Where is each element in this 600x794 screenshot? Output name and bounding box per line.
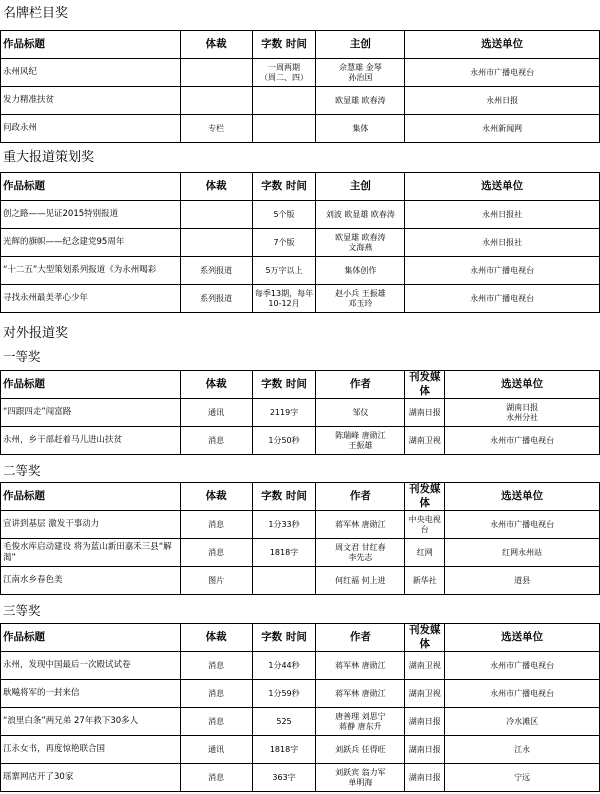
column-header: 字数 时间 bbox=[252, 483, 316, 511]
subsection-title-first-prize: 一等奖 bbox=[3, 349, 41, 364]
column-header: 作品标题 bbox=[1, 31, 181, 59]
table-cell: 1分33秒 bbox=[252, 511, 316, 539]
table-header-row bbox=[1, 173, 600, 201]
section-title-external-report: 对外报道奖 bbox=[3, 326, 69, 341]
subsection-title-third-prize: 三等奖 bbox=[3, 603, 41, 618]
work-title-cell: 宣讲到基层 激发干事动力 bbox=[1, 511, 181, 539]
table-cell bbox=[252, 115, 316, 143]
table-cell: 永州日报 bbox=[405, 87, 600, 115]
table-cell: 永州市广播电视台 bbox=[445, 511, 600, 539]
table-cell: 每季13期，每年 10-12月 bbox=[252, 285, 316, 313]
table-row bbox=[1, 708, 600, 736]
table-cell: 陈瑞峰 唐勋江 王振雄 bbox=[316, 427, 405, 455]
table-cell bbox=[180, 201, 252, 229]
table-row bbox=[1, 399, 600, 427]
column-header: 选送单位 bbox=[445, 624, 600, 652]
work-title-cell: 毛俊水库启动建设 将为蓝山新田嘉禾三县“解渴” bbox=[1, 539, 181, 567]
work-title-cell: 创之路——见证2015特别报道 bbox=[1, 201, 181, 229]
column-header: 选送单位 bbox=[445, 483, 600, 511]
work-title-cell: “浪里白条”两兄弟 27年救下30多人 bbox=[1, 708, 181, 736]
table-cell: 佘慧雄 金琴 孙治国 bbox=[316, 59, 405, 87]
table-row bbox=[1, 567, 600, 595]
column-header: 主创 bbox=[316, 31, 405, 59]
table-cell: 消息 bbox=[180, 427, 252, 455]
table-cell: 宁远 bbox=[445, 764, 600, 792]
table-cell: 蒋军林 唐勋江 bbox=[316, 511, 405, 539]
table-cell: 1分59秒 bbox=[252, 680, 316, 708]
table-row bbox=[1, 59, 600, 87]
column-header: 作品标题 bbox=[1, 371, 181, 399]
table-row bbox=[1, 764, 600, 792]
column-header: 选送单位 bbox=[445, 371, 600, 399]
column-header: 字数 时间 bbox=[252, 31, 316, 59]
section-title-major-report-planning: 重大报道策划奖 bbox=[3, 150, 95, 165]
table-cell: 消息 bbox=[180, 511, 252, 539]
table-cell: 永州市广播电视台 bbox=[445, 680, 600, 708]
table-cell: 永州市广播电视台 bbox=[405, 59, 600, 87]
table-cell: 1818字 bbox=[252, 736, 316, 764]
table-cell bbox=[180, 59, 252, 87]
table-cell: 欧显雄 欧春涛 文海燕 bbox=[316, 229, 405, 257]
work-title-cell: 瑶寨网店开了30家 bbox=[1, 764, 181, 792]
table-cell: 湖南卫视 bbox=[405, 652, 445, 680]
table-cell: 1分50秒 bbox=[252, 427, 316, 455]
column-header: 作品标题 bbox=[1, 173, 181, 201]
table-cell: 新华社 bbox=[405, 567, 445, 595]
table-header-row bbox=[1, 483, 600, 511]
work-title-cell: 发力精准扶贫 bbox=[1, 87, 181, 115]
work-title-cell: “四跟四走”闯富路 bbox=[1, 399, 181, 427]
work-title-cell: 江南水乡春色美 bbox=[1, 567, 181, 595]
table-cell: 刘跃宾 翁力军 单明海 bbox=[316, 764, 405, 792]
table-cell: 一周两期 （周二、四） bbox=[252, 59, 316, 87]
column-header: 作者 bbox=[316, 483, 405, 511]
table-cell: 363字 bbox=[252, 764, 316, 792]
table-cell: 消息 bbox=[180, 708, 252, 736]
table-cell: 集体创作 bbox=[316, 257, 405, 285]
table-cell: 图片 bbox=[180, 567, 252, 595]
work-title-cell: 永州，发现中国最后一次殿试试卷 bbox=[1, 652, 181, 680]
work-title-cell: 问政永州 bbox=[1, 115, 181, 143]
table-cell: 永州新闻网 bbox=[405, 115, 600, 143]
table-cell: 刘跃兵 任得旺 bbox=[316, 736, 405, 764]
column-header: 作品标题 bbox=[1, 483, 181, 511]
table-cell: 5个版 bbox=[252, 201, 316, 229]
column-header: 体裁 bbox=[180, 31, 252, 59]
work-title-cell: 耿飚将军的一封来信 bbox=[1, 680, 181, 708]
table-row bbox=[1, 257, 600, 285]
table-cell: 邹仪 bbox=[316, 399, 405, 427]
work-title-cell: 光辉的旗帜——纪念建党95周年 bbox=[1, 229, 181, 257]
table-cell: 1分44秒 bbox=[252, 652, 316, 680]
work-title-cell: 永州风纪 bbox=[1, 59, 181, 87]
table-cell: 消息 bbox=[180, 764, 252, 792]
table-cell: 永州市广播电视台 bbox=[405, 257, 600, 285]
table-cell: 系列报道 bbox=[180, 285, 252, 313]
table-cell: 湖南日报 bbox=[405, 399, 445, 427]
table-header-row bbox=[1, 624, 600, 652]
table-row bbox=[1, 511, 600, 539]
table-cell bbox=[180, 229, 252, 257]
column-header: 体裁 bbox=[180, 371, 252, 399]
table-cell: 专栏 bbox=[180, 115, 252, 143]
column-header: 字数 时间 bbox=[252, 173, 316, 201]
table-cell: 赵小兵 王振雄 邓玉玲 bbox=[316, 285, 405, 313]
table-major-report-planning bbox=[0, 172, 600, 313]
work-title-cell: 江永女书，再度惊艳联合国 bbox=[1, 736, 181, 764]
column-header: 字数 时间 bbox=[252, 371, 316, 399]
column-header: 作者 bbox=[316, 624, 405, 652]
table-cell: 唐善理 刘思宁 蒋静 唐东升 bbox=[316, 708, 405, 736]
table-cell: 永州市广播电视台 bbox=[445, 652, 600, 680]
table-cell: 红网永州站 bbox=[445, 539, 600, 567]
table-cell: 永州市广播电视台 bbox=[405, 285, 600, 313]
work-title-cell: 寻找永州最美孝心少年 bbox=[1, 285, 181, 313]
table-row bbox=[1, 115, 600, 143]
table-cell: 系列报道 bbox=[180, 257, 252, 285]
section-title-famous-column: 名牌栏目奖 bbox=[3, 6, 69, 21]
table-first-prize bbox=[0, 370, 600, 455]
table-cell: 蒋军林 唐勋江 bbox=[316, 680, 405, 708]
table-cell: 湖南卫视 bbox=[405, 680, 445, 708]
column-header: 刊发媒 体 bbox=[405, 624, 445, 652]
table-cell: 刘波 欧显雄 欧春涛 bbox=[316, 201, 405, 229]
column-header: 刊发媒 体 bbox=[405, 371, 445, 399]
table-row bbox=[1, 229, 600, 257]
column-header: 体裁 bbox=[180, 483, 252, 511]
table-cell: 永州日报社 bbox=[405, 229, 600, 257]
table-row bbox=[1, 652, 600, 680]
table-cell: 湖南日报 永州分社 bbox=[445, 399, 600, 427]
table-third-prize bbox=[0, 623, 600, 792]
table-row bbox=[1, 427, 600, 455]
table-cell: 道县 bbox=[445, 567, 600, 595]
table-second-prize bbox=[0, 482, 600, 595]
table-cell: 通讯 bbox=[180, 399, 252, 427]
column-header: 体裁 bbox=[180, 173, 252, 201]
table-cell: 525 bbox=[252, 708, 316, 736]
table-cell: 何红福 何上进 bbox=[316, 567, 405, 595]
table-cell: 通讯 bbox=[180, 736, 252, 764]
table-row bbox=[1, 539, 600, 567]
table-cell: 湖南日报 bbox=[405, 736, 445, 764]
table-famous-column bbox=[0, 30, 600, 143]
table-cell: 湖南卫视 bbox=[405, 427, 445, 455]
column-header: 体裁 bbox=[180, 624, 252, 652]
table-cell: 冷水滩区 bbox=[445, 708, 600, 736]
table-cell bbox=[252, 87, 316, 115]
column-header: 作者 bbox=[316, 371, 405, 399]
table-cell: 消息 bbox=[180, 539, 252, 567]
work-title-cell: 永州，乡干部赶着马儿进山扶贫 bbox=[1, 427, 181, 455]
table-cell: 消息 bbox=[180, 652, 252, 680]
column-header: 刊发媒 体 bbox=[405, 483, 445, 511]
table-cell: 永州市广播电视台 bbox=[445, 427, 600, 455]
table-cell: 7个版 bbox=[252, 229, 316, 257]
table-cell: 湖南日报 bbox=[405, 708, 445, 736]
table-row bbox=[1, 736, 600, 764]
table-cell: 消息 bbox=[180, 680, 252, 708]
table-header-row bbox=[1, 371, 600, 399]
table-row bbox=[1, 201, 600, 229]
subsection-title-second-prize: 二等奖 bbox=[3, 463, 41, 478]
table-cell: 湖南日报 bbox=[405, 764, 445, 792]
table-cell: 中央电视 台 bbox=[405, 511, 445, 539]
column-header: 作品标题 bbox=[1, 624, 181, 652]
table-cell: 1818字 bbox=[252, 539, 316, 567]
table-row bbox=[1, 285, 600, 313]
table-cell: 蒋军林 唐勋江 bbox=[316, 652, 405, 680]
table-row bbox=[1, 680, 600, 708]
table-cell: 欧显雄 欧春涛 bbox=[316, 87, 405, 115]
table-cell: 5万字以上 bbox=[252, 257, 316, 285]
table-cell: 周文君 甘红春 李先志 bbox=[316, 539, 405, 567]
table-cell bbox=[252, 567, 316, 595]
table-cell: 红网 bbox=[405, 539, 445, 567]
table-cell: 集体 bbox=[316, 115, 405, 143]
table-cell: 永州日报社 bbox=[405, 201, 600, 229]
column-header: 主创 bbox=[316, 173, 405, 201]
column-header: 选送单位 bbox=[405, 173, 600, 201]
column-header: 字数 时间 bbox=[252, 624, 316, 652]
work-title-cell: “十二五”大型策划系列报道《为永州喝彩 bbox=[1, 257, 181, 285]
column-header: 选送单位 bbox=[405, 31, 600, 59]
table-cell: 江永 bbox=[445, 736, 600, 764]
table-cell: 2119字 bbox=[252, 399, 316, 427]
table-header-row bbox=[1, 31, 600, 59]
table-row bbox=[1, 87, 600, 115]
table-cell bbox=[180, 87, 252, 115]
